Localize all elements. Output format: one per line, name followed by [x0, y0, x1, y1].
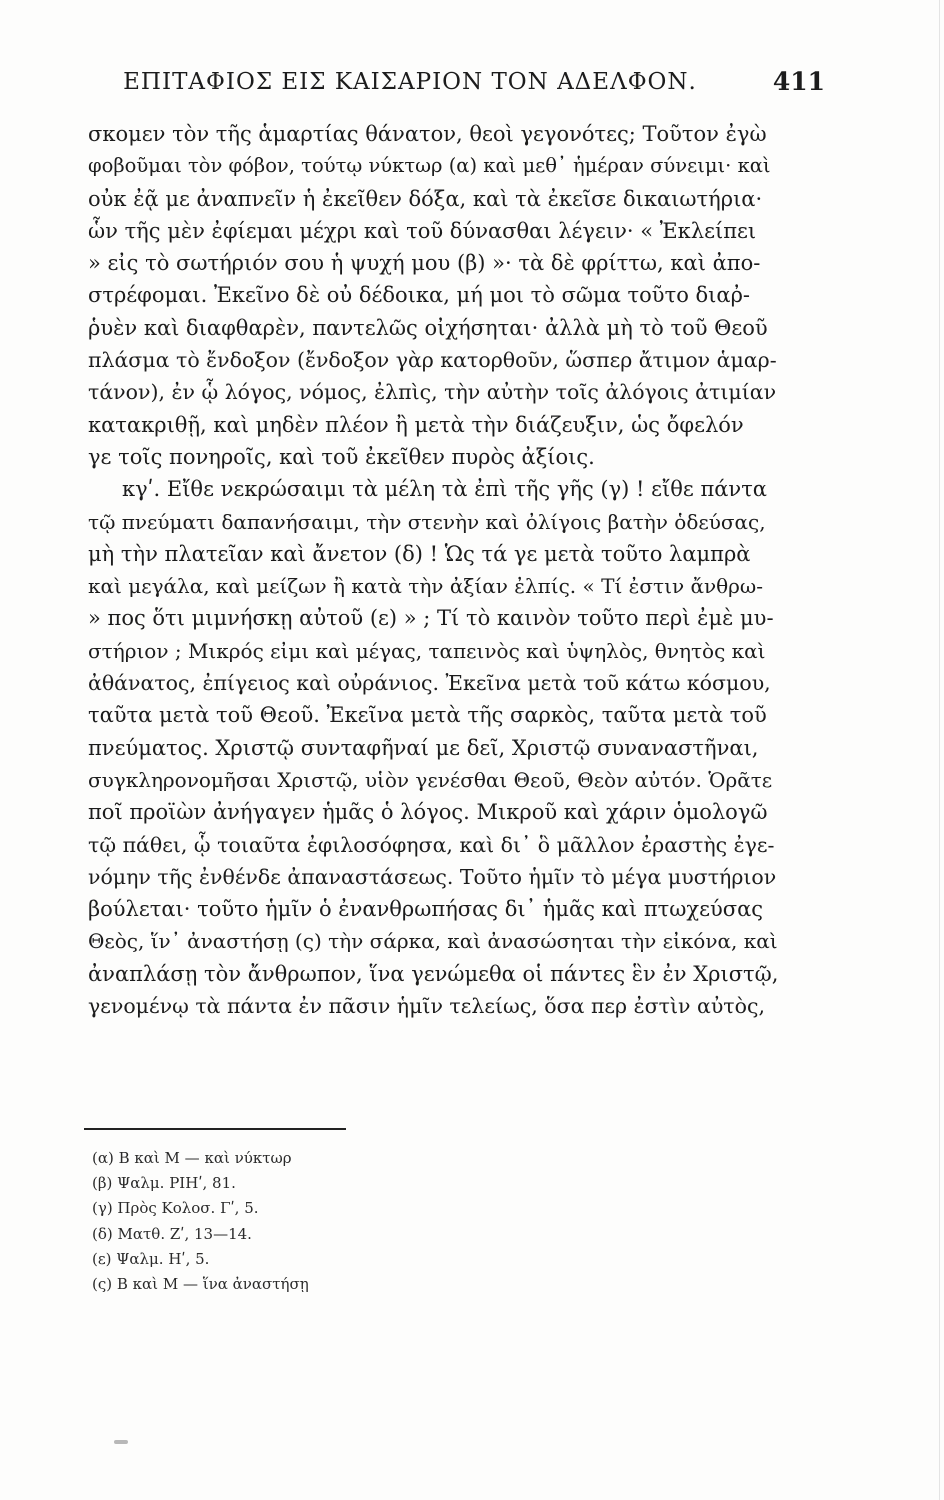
running-title: ΕΠΙΤΑΦΙΟΣ ΕΙΣ ΚΑΙΣΑΡΙΟΝ ΤΟΝ ΑΔΕΛΦΟΝ.: [123, 69, 697, 95]
footnote-rule: [84, 1128, 346, 1130]
footnote: (ε) Ψαλμ. Ηʹ, 5.: [92, 1249, 210, 1268]
text-line: στρέφομαι. Ἐκεῖνο δὲ οὐ δέδοικα, μή μοι τὸ σῶμα τοῦτο διαῤ-: [88, 283, 751, 308]
text-line: μὴ τὴν πλατεῖαν καὶ ἄνετον (δ) ! Ὡς τά γε μετὰ τοῦτο λαμπρὰ: [88, 541, 751, 566]
text-line: σκομεν τὸν τῆς ἁμαρτίας θάνατον, θεοὶ γεγονότες; Τοῦτον ἐγὼ: [88, 122, 767, 146]
text-line: βούλεται· τοῦτο ἡμῖν ὁ ἐνανθρωπήσας δι᾽ ἡμᾶς καὶ πτωχεύσας: [88, 897, 764, 922]
text-line: ἀθάνατος, ἐπίγειος καὶ οὐράνιος. Ἐκεῖνα μετὰ τοῦ κάτω κόσμου,: [88, 671, 771, 696]
text-line: Θεὸς, ἵν᾽ ἀναστήσῃ (ς) τὴν σάρκα, καὶ ἀνασώσηται τὴν εἰκόνα, καὶ: [88, 929, 778, 954]
page-number: 411: [772, 67, 825, 96]
text-line: » πος ὅτι μιμνήσκῃ αὐτοῦ (ε) » ; Τί τὸ καινὸν τοῦτο περὶ ἐμὲ μυ-: [88, 606, 774, 631]
text-line: τάνον), ἐν ᾧ λόγος, νόμος, ἐλπὶς, τὴν αὐτὴν τοῖς ἀλόγοις ἀτιμίαν: [88, 380, 777, 405]
text-line: πνεύματος. Χριστῷ συνταφῆναί με δεῖ, Χριστῷ συναναστῆναι,: [88, 735, 759, 760]
text-line: καὶ μεγάλα, καὶ μείζων ἢ κατὰ τὴν ἀξίαν ἐλπίς. « Τί ἐστιν ἄνθρω-: [88, 574, 763, 599]
paragraph-start-line: κγʹ. Εἴθε νεκρώσαιμι τὰ μέλη τὰ ἐπὶ τῆς γῆς (γ) ! εἴθε πάντα: [122, 477, 767, 502]
text-line: κατακριθῇ, καὶ μηδὲν πλέον ἢ μετὰ τὴν διάζευξιν, ὡς ὄφελόν: [88, 412, 744, 437]
footnote: (β) Ψαλμ. ΡΙΗʹ, 81.: [92, 1174, 236, 1193]
footnote: (ς) Β καὶ Μ — ἵνα ἀναστήσῃ: [92, 1274, 309, 1293]
text-line: γε τοῖς πονηροῖς, καὶ τοῦ ἐκεῖθεν πυρὸς ἀξίοις.: [88, 444, 595, 469]
footnote: (δ) Ματθ. Ζʹ, 13—14.: [92, 1224, 252, 1243]
footnotes: [92, 1146, 492, 1297]
text-line: ῥυὲν καὶ διαφθαρὲν, παντελῶς οἰχήσηται· ἀλλὰ μὴ τὸ τοῦ Θεοῦ: [88, 315, 768, 340]
page-edge: [939, 0, 940, 1500]
text-line: γενομένῳ τὰ πάντα ἐν πᾶσιν ἡμῖν τελείως, ὅσα περ ἐστὶν αὐτὸς,: [88, 994, 765, 1019]
text-line: ποῖ προϊὼν ἀνήγαγεν ἡμᾶς ὁ λόγος. Μικροῦ καὶ χάριν ὁμολογῶ: [88, 800, 768, 825]
text-line: τῷ πάθει, ᾧ τοιαῦτα ἐφιλοσόφησα, καὶ δι᾽ ὃ μᾶλλον ἐραστὴς ἐγε-: [88, 832, 775, 857]
text-line: ταῦτα μετὰ τοῦ Θεοῦ. Ἐκεῖνα μετὰ τῆς σαρκὸς, ταῦτα μετὰ τοῦ: [88, 703, 767, 728]
ink-speck: [114, 1440, 128, 1444]
text-line: στήριον ; Μικρός εἰμι καὶ μέγας, ταπεινὸς καὶ ὑψηλὸς, θνητὸς καὶ: [88, 638, 766, 663]
text-line: » εἰς τὸ σωτήριόν σου ἡ ψυχή μου (β) »· τὰ δὲ φρίττω, καὶ ἀπο-: [88, 251, 761, 276]
footnote: (γ) Πρὸς Κολοσ. Γʹ, 5.: [92, 1199, 259, 1218]
text-line: φοβοῦμαι τὸν φόβον, τούτῳ νύκτωρ (α) καὶ μεθ᾽ ἡμέραν σύνειμι· καὶ: [88, 154, 771, 178]
text-line: τῷ πνεύματι δαπανήσαιμι, τὴν στενὴν καὶ ὀλίγοις βατὴν ὁδεύσας,: [88, 509, 766, 534]
footnote: (α) Β καὶ Μ — καὶ νύκτωρ: [92, 1149, 292, 1167]
text-line: συγκληρονομῆσαι Χριστῷ, υἱὸν γενέσθαι Θεοῦ, Θεὸν αὐτόν. Ὁρᾶτε: [88, 767, 773, 792]
text-line: ὧν τῆς μὲν ἐφίεμαι μέχρι καὶ τοῦ δύνασθαι λέγειν· « Ἐκλείπει: [88, 218, 757, 243]
text-line: νόμην τῆς ἐνθένδε ἀπαναστάσεως. Τοῦτο ἡμῖν τὸ μέγα μυστήριον: [88, 864, 777, 889]
text-line: πλάσμα τὸ ἔνδοξον (ἔνδοξον γὰρ κατορθοῦν, ὥσπερ ἄτιμον ἁμαρ-: [88, 348, 777, 373]
running-header: [80, 62, 825, 102]
body-text: [88, 118, 778, 1022]
text-line: οὐκ ἐᾷ με ἀναπνεῖν ἡ ἐκεῖθεν δόξα, καὶ τὰ ἐκεῖσε δικαιωτήρια·: [88, 186, 763, 211]
text-line: ἀναπλάσῃ τὸν ἄνθρωπον, ἵνα γενώμεθα οἱ πάντες ἓν ἐν Χριστῷ,: [88, 961, 778, 986]
